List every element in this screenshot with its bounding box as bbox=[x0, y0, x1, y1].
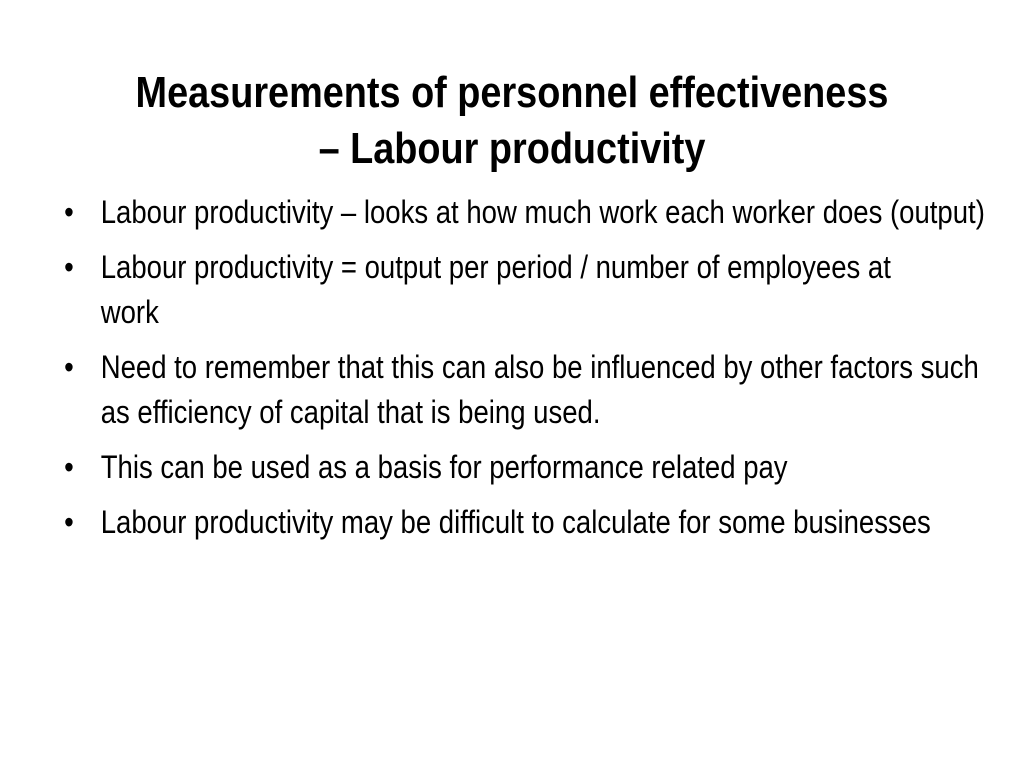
bullet-text-1: Labour productivity – looks at how much work each worker does (output) bbox=[100, 194, 985, 230]
bullet-item-5 bbox=[56, 500, 961, 545]
bullet-list bbox=[56, 190, 985, 555]
bullet-item-2 bbox=[56, 245, 901, 335]
bullet-icon: • bbox=[64, 249, 74, 285]
bullet-icon: • bbox=[64, 504, 74, 540]
bullet-text-3: Need to remember that this can also be influenced by other factors such as efficiency of capital that is being used. bbox=[100, 349, 979, 430]
bullet-text-5: Labour productivity may be difficult to calculate for some businesses bbox=[100, 504, 931, 540]
title-line-1: Measurements of personnel effectiveness bbox=[135, 68, 889, 118]
bullet-text-2: Labour productivity = output per period / number of employees at work bbox=[100, 249, 891, 330]
bullet-icon: • bbox=[64, 349, 74, 385]
bullet-text-4: This can be used as a basis for performance related pay bbox=[100, 449, 788, 485]
bullet-icon: • bbox=[64, 449, 74, 485]
title-line-2: – Labour productivity bbox=[318, 124, 706, 174]
bullet-item-4 bbox=[56, 445, 1012, 490]
slide-title bbox=[115, 65, 910, 177]
bullet-item-3 bbox=[56, 345, 1004, 435]
bullet-item-1 bbox=[56, 190, 995, 235]
bullet-icon: • bbox=[64, 194, 74, 230]
